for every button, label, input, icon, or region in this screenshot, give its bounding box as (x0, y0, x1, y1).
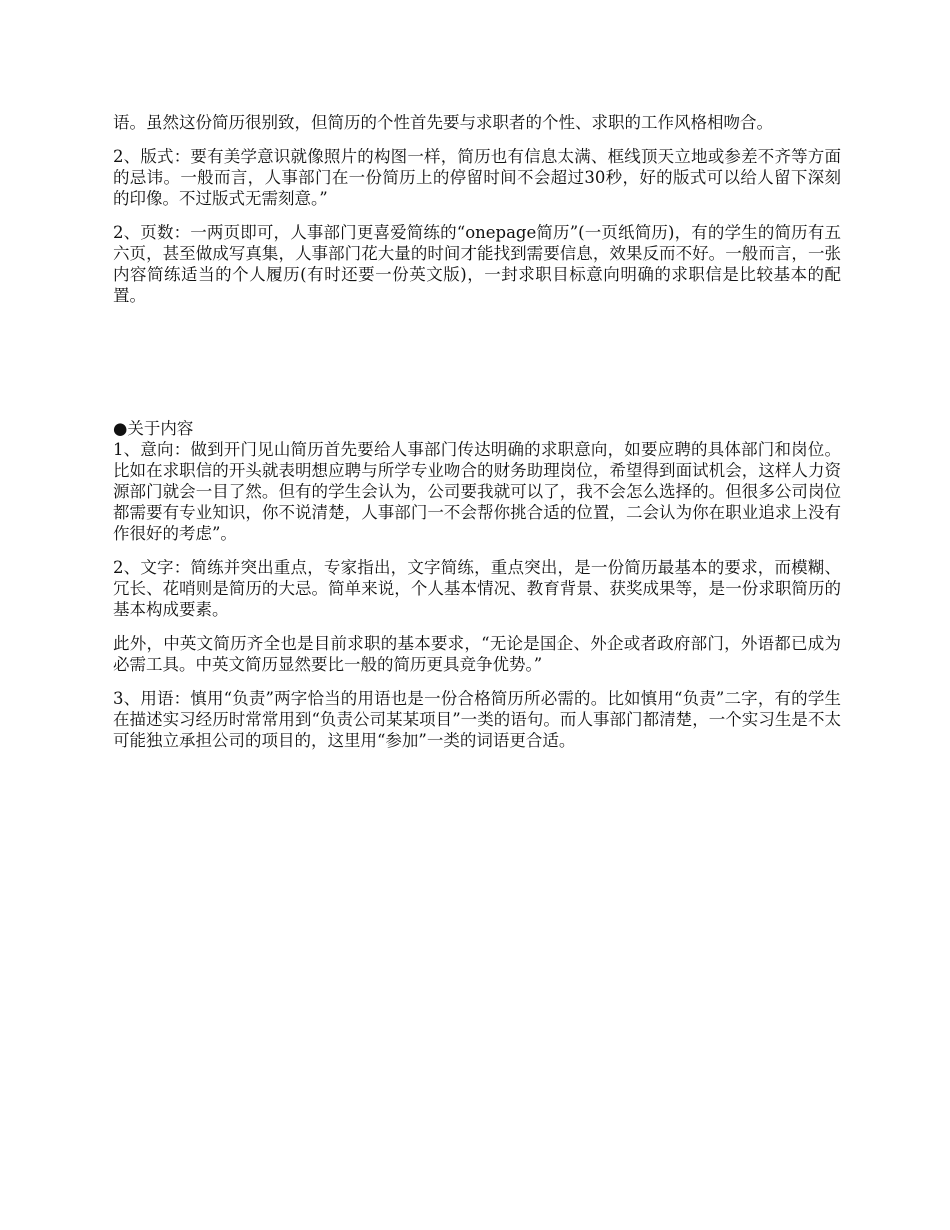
section-heading-content: ●关于内容 (113, 419, 194, 438)
paragraph-bilingual: 此外，中英文简历齐全也是目前求职的基本要求，“无论是国企、外企或者政府部门，外语都已成为必需工具。中英文简历显然要比一般的简历更具竞争优势。” (113, 634, 841, 674)
paragraph-intention: 1、意向：做到开门见山简历首先要给人事部门传达明确的求职意向，如要应聘的具体部门和岗位。比如在求职信的开头就表明想应聘与所学专业吻合的财务助理岗位，希望得到面试机会，这样人力资源部门就会一目了然。但有的学生会认为，公司要我就可以了，我不会怎么选择的。但很多公司岗位都需要有专业知识，你不说清楚，人事部门一不会帮你挑合适的位置，二会认为你在职业追求上没有作很好的考虑”。 (113, 440, 841, 543)
paragraph-layout: 2、版式：要有美学意识就像照片的构图一样，简历也有信息太满、框线顶天立地或参差不齐等方面的忌讳。一般而言，人事部门在一份简历上的停留时间不会超过30秒，好的版式可以给人留下深刻的印像。不过版式无需刻意。” (113, 147, 841, 208)
section-spacer (113, 306, 841, 418)
paragraph-wording: 3、用语：慎用“负责”两字恰当的用语也是一份合格简历所必需的。比如慎用“负责”二字，有的学生在描述实习经历时常常用到“负责公司某某项目”一类的语句。而人事部门都清楚，一个实习生是不太可能独立承担公司的项目的，这里用“参加”一类的词语更合适。 (113, 689, 841, 750)
document-page (113, 112, 841, 751)
paragraph-page-count: 2、页数：一两页即可，人事部门更喜爱简练的“onepage简历”(一页纸简历)，有的学生的简历有五六页，甚至做成写真集，人事部门花大量的时间才能找到需要信息，效果反而不好。一般而言，一张内容简练适当的个人履历(有时还要一份英文版)，一封求职目标意向明确的求职信是比较基本的配置。 (113, 223, 841, 305)
paragraph-style-ending: 语。虽然这份简历很别致，但简历的个性首先要与求职者的个性、求职的工作风格相吻合。 (113, 113, 773, 132)
paragraph-text: 2、文字：简练并突出重点，专家指出，文字简练，重点突出，是一份简历最基本的要求，而模糊、冗长、花哨则是简历的大忌。简单来说，个人基本情况、教育背景、获奖成果等，是一份求职简历的基本构成要素。 (113, 558, 841, 619)
